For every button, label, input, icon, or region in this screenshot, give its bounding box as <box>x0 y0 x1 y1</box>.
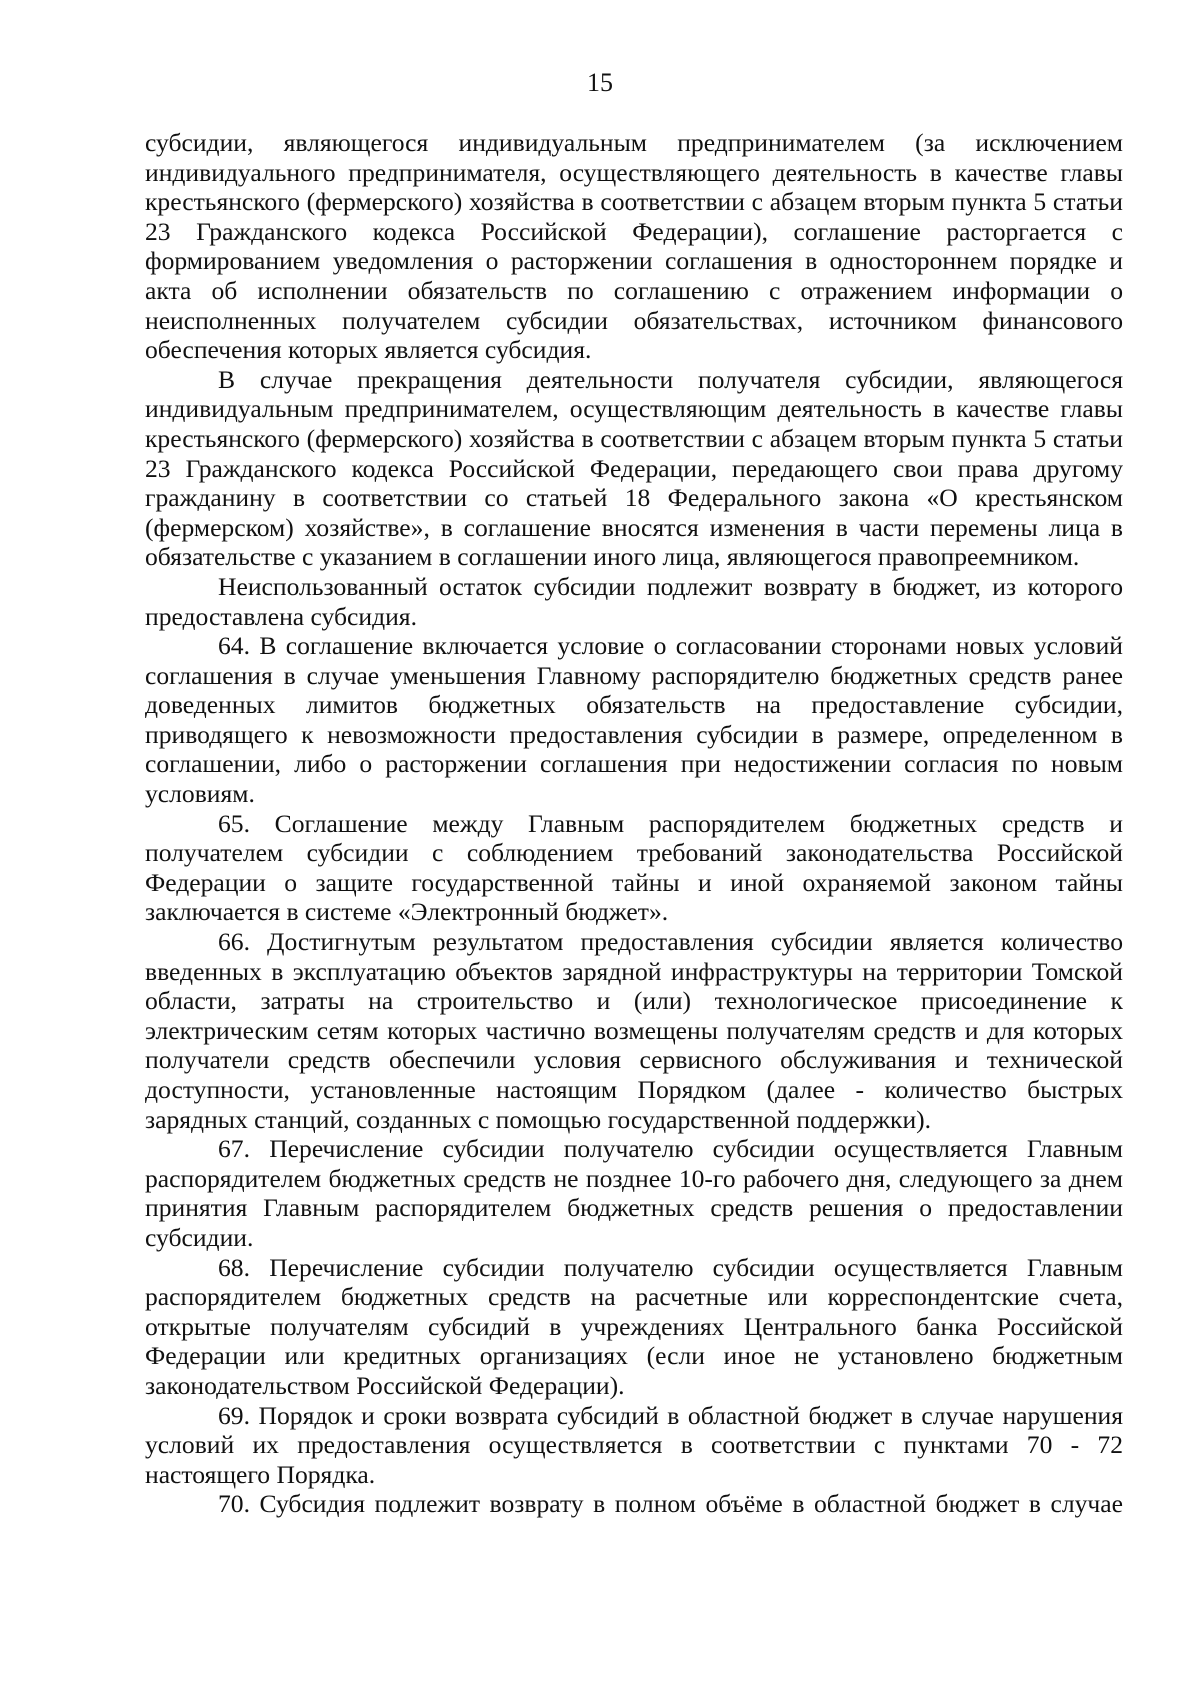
paragraph-continuation: субсидии, являющегося индивидуальным предпринимателем (за исключением индивидуального предпринимателя, осуществляющего деятельность в качестве главы крестьянского (фермерского) хозяйства в соответствии с абзацем вторым пункта 5 статьи 23 Гражданского кодекса Российской Федерации), соглашение расторгается с формированием уведомления о расторжении соглашения в одностороннем порядке и акта об исполнении обязательств по соглашению с отражением информации о неисполненных получателем субсидии обязательствах, источником финансового обеспечения которых является субсидия. <box>145 128 1123 365</box>
paragraph-unused-balance: Неиспользованный остаток субсидии подлежит возврату в бюджет, из которого предоставлена субсидия. <box>145 571 1123 631</box>
paragraph-clause-64: 64. В соглашение включается условие о согласовании сторонами новых условий соглашения в случае уменьшения Главному распорядителю бюджетных средств ранее доведенных лимитов бюджетных обязательств на предоставление субсидии, приводящего к невозможности предоставления субсидии в размере, определенном в соглашении, либо о расторжении соглашения при недостижении согласия по новым условиям. <box>145 631 1123 809</box>
document-body <box>145 128 1123 1519</box>
paragraph-clause-67: 67. Перечисление субсидии получателю субсидии осуществляется Главным распорядителем бюджетных средств не позднее 10-го рабочего дня, следующего за днем принятия Главным распорядителем бюджетных средств решения о предоставлении субсидии. <box>145 1134 1123 1252</box>
paragraph-clause-65: 65. Соглашение между Главным распорядителем бюджетных средств и получателем субсидии с соблюдением требований законодательства Российской Федерации о защите государственной тайны и иной охраняемой законом тайны заключается в системе «Электронный бюджет». <box>145 808 1123 927</box>
paragraph-clause-69: 69. Порядок и сроки возврата субсидий в областной бюджет в случае нарушения условий их предоставления осуществляется в соответствии с пунктами 70 - 72 настоящего Порядка. <box>145 1400 1123 1489</box>
paragraph-clause-70: 70. Субсидия подлежит возврату в полном объёме в областной бюджет в случае <box>218 1489 1123 1519</box>
page-number: 15 <box>587 68 613 97</box>
paragraph-clause-68: 68. Перечисление субсидии получателю субсидии осуществляется Главным распорядителем бюджетных средств на расчетные или корреспондентские счета, открытые получателям субсидий в учреждениях Центрального банка Российской Федерации или кредитных организациях (если иное не установлено бюджетным законодательством Российской Федерации). <box>145 1252 1123 1400</box>
paragraph-clause-66: 66. Достигнутым результатом предоставления субсидии является количество введенных в эксплуатацию объектов зарядной инфраструктуры на территории Томской области, затраты на строительство и (или) технологическое присоединение к электрическим сетям которых частично возмещены получателям средств и для которых получатели средств обеспечили условия сервисного обслуживания и технической доступности, установленные настоящим Порядком (далее - количество быстрых зарядных станций, созданных с помощью государственной поддержки). <box>145 927 1123 1134</box>
paragraph-farm-succession: В случае прекращения деятельности получателя субсидии, являющегося индивидуальным предпринимателем, осуществляющим деятельность в качестве главы крестьянского (фермерского) хозяйства в соответствии с абзацем вторым пункта 5 статьи 23 Гражданского кодекса Российской Федерации, передающего свои права другому гражданину в соответствии со статьей 18 Федерального закона «О крестьянском (фермерском) хозяйстве», в соглашение вносятся изменения в части перемены лица в обязательстве с указанием в соглашении иного лица, являющегося правопреемником. <box>145 364 1123 572</box>
